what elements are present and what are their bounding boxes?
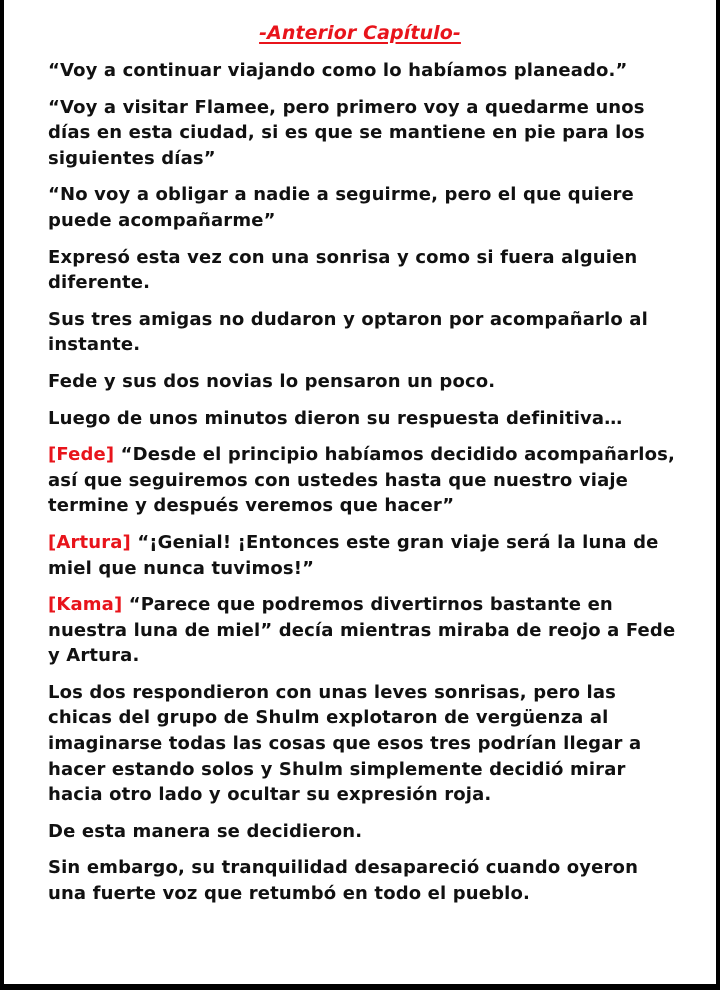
paragraph-text: “Voy a visitar Flamee, pero primero voy a quedarme unos días en esta ciudad, si es que se mantiene en pie para los siguientes días” bbox=[48, 96, 645, 169]
paragraph bbox=[48, 819, 680, 845]
paragraph bbox=[48, 58, 680, 84]
paragraph bbox=[48, 245, 680, 296]
chapter-body bbox=[48, 58, 680, 918]
paragraph bbox=[48, 406, 680, 432]
paragraph-text: “Desde el principio habíamos decidido acompañarlos, así que seguiremos con ustedes hasta que nuestro viaje termine y después veremos que hacer” bbox=[48, 444, 675, 517]
paragraph bbox=[48, 592, 680, 669]
paragraph bbox=[48, 855, 680, 906]
paragraph-text: “¡Genial! ¡Entonces este gran viaje será la luna de miel que nunca tuvimos!” bbox=[48, 531, 659, 579]
paragraph bbox=[48, 369, 680, 395]
paragraph bbox=[48, 307, 680, 358]
paragraph-text: “No voy a obligar a nadie a seguirme, pero el que quiere puede acompañarme” bbox=[48, 184, 634, 231]
paragraph bbox=[48, 95, 680, 172]
paragraph bbox=[48, 680, 680, 808]
chapter-title: -Anterior Capítulo- bbox=[259, 22, 461, 44]
paragraph-text: Fede y sus dos novias lo pensaron un poco. bbox=[48, 370, 496, 392]
paragraph-text: Sin embargo, su tranquilidad desapareció cuando oyeron una fuerte voz que retumbó en todo el pueblo. bbox=[48, 857, 639, 905]
paragraph bbox=[48, 182, 680, 233]
paragraph-text: “Voy a continuar viajando como lo habíamos planeado.” bbox=[48, 60, 628, 81]
paragraph-text: De esta manera se decidieron. bbox=[48, 820, 363, 842]
paragraph-text: Sus tres amigas no dudaron y optaron por acompañarlo al instante. bbox=[48, 308, 648, 356]
speaker-tag-kama: [Kama] bbox=[48, 594, 123, 616]
paragraph bbox=[48, 442, 680, 519]
paragraph-text: Expresó esta vez con una sonrisa y como si fuera alguien diferente. bbox=[48, 246, 638, 294]
speaker-tag-artura: [Artura] bbox=[48, 531, 131, 553]
speaker-tag-fede: [Fede] bbox=[48, 444, 115, 466]
paragraph-text: “Parece que podremos divertirnos bastante en nuestra luna de miel” decía mientras miraba de reojo a Fede y Artura. bbox=[48, 594, 676, 667]
paragraph bbox=[48, 530, 680, 581]
paragraph-text: Luego de unos minutos dieron su respuesta definitiva… bbox=[48, 407, 623, 429]
paragraph-text: Los dos respondieron con unas leves sonrisas, pero las chicas del grupo de Shulm explotaron de vergüenza al imaginarse todas las cosas que esos tres podrían llegar a hacer estando solos y Shulm simplemente decidió mirar hacia otro lado y ocultar su expresión roja. bbox=[48, 681, 642, 806]
